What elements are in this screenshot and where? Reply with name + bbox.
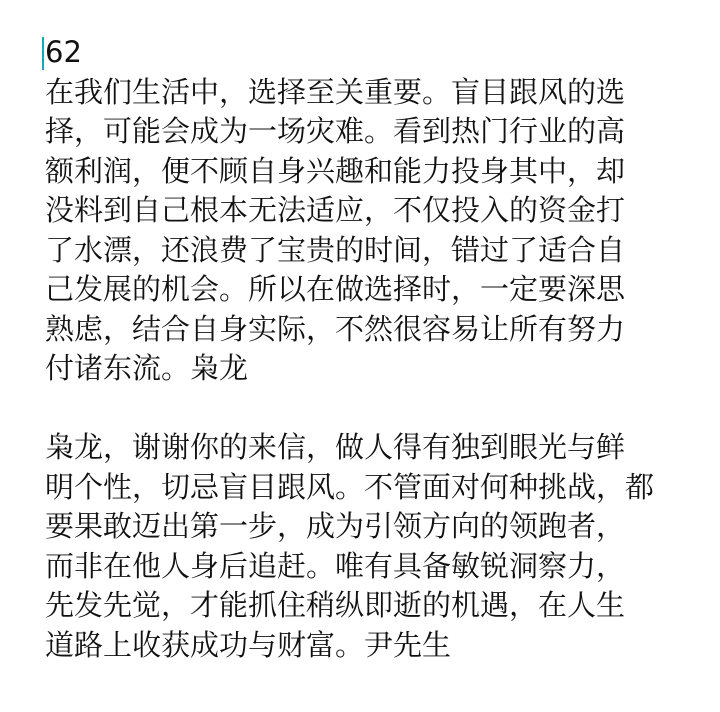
text-line: 己发展的机会。所以在做选择时，一定要深思 [45,272,626,306]
text-line: 在我们生活中，选择至关重要。盲目跟风的选 [45,74,626,109]
line-text: 62 [45,35,82,69]
text-line: 明个性，切忌盲目跟风。不管面对何种挑战，都 [45,469,655,504]
text-line: 择，可能会成为一场灾难。看到热门行业的高 [45,114,626,148]
text-line: 付诸东流。枭龙 [45,351,249,385]
text-line: 枭龙，谢谢你的来信，做人得有独到眼光与鲜 [45,430,626,464]
text-line: 额利润，便不顾自身兴趣和能力投身其中，却 [45,153,626,188]
text-line: 了水漂，还浪费了宝贵的时间，错过了适合自 [45,232,626,267]
text-line: 没料到自己根本无法适应，不仅投入的资金打 [45,193,626,227]
text-line: 道路上收获成功与财富。尹先生 [45,627,452,662]
text-line: 先发先觉，才能抓住稍纵即逝的机遇，在人生 [45,588,626,622]
blank-line [45,389,685,429]
text-line: 熟虑，结合自身实际，不然很容易让所有努力 [45,311,626,346]
text-line: 而非在他人身后追赶。唯有具备敏锐洞察力， [45,548,626,583]
text-cursor [42,37,44,70]
text-line [45,33,685,73]
text-editor-content[interactable] [45,33,685,665]
text-line: 要果敢迈出第一步，成为引领方向的领跑者， [45,509,626,543]
